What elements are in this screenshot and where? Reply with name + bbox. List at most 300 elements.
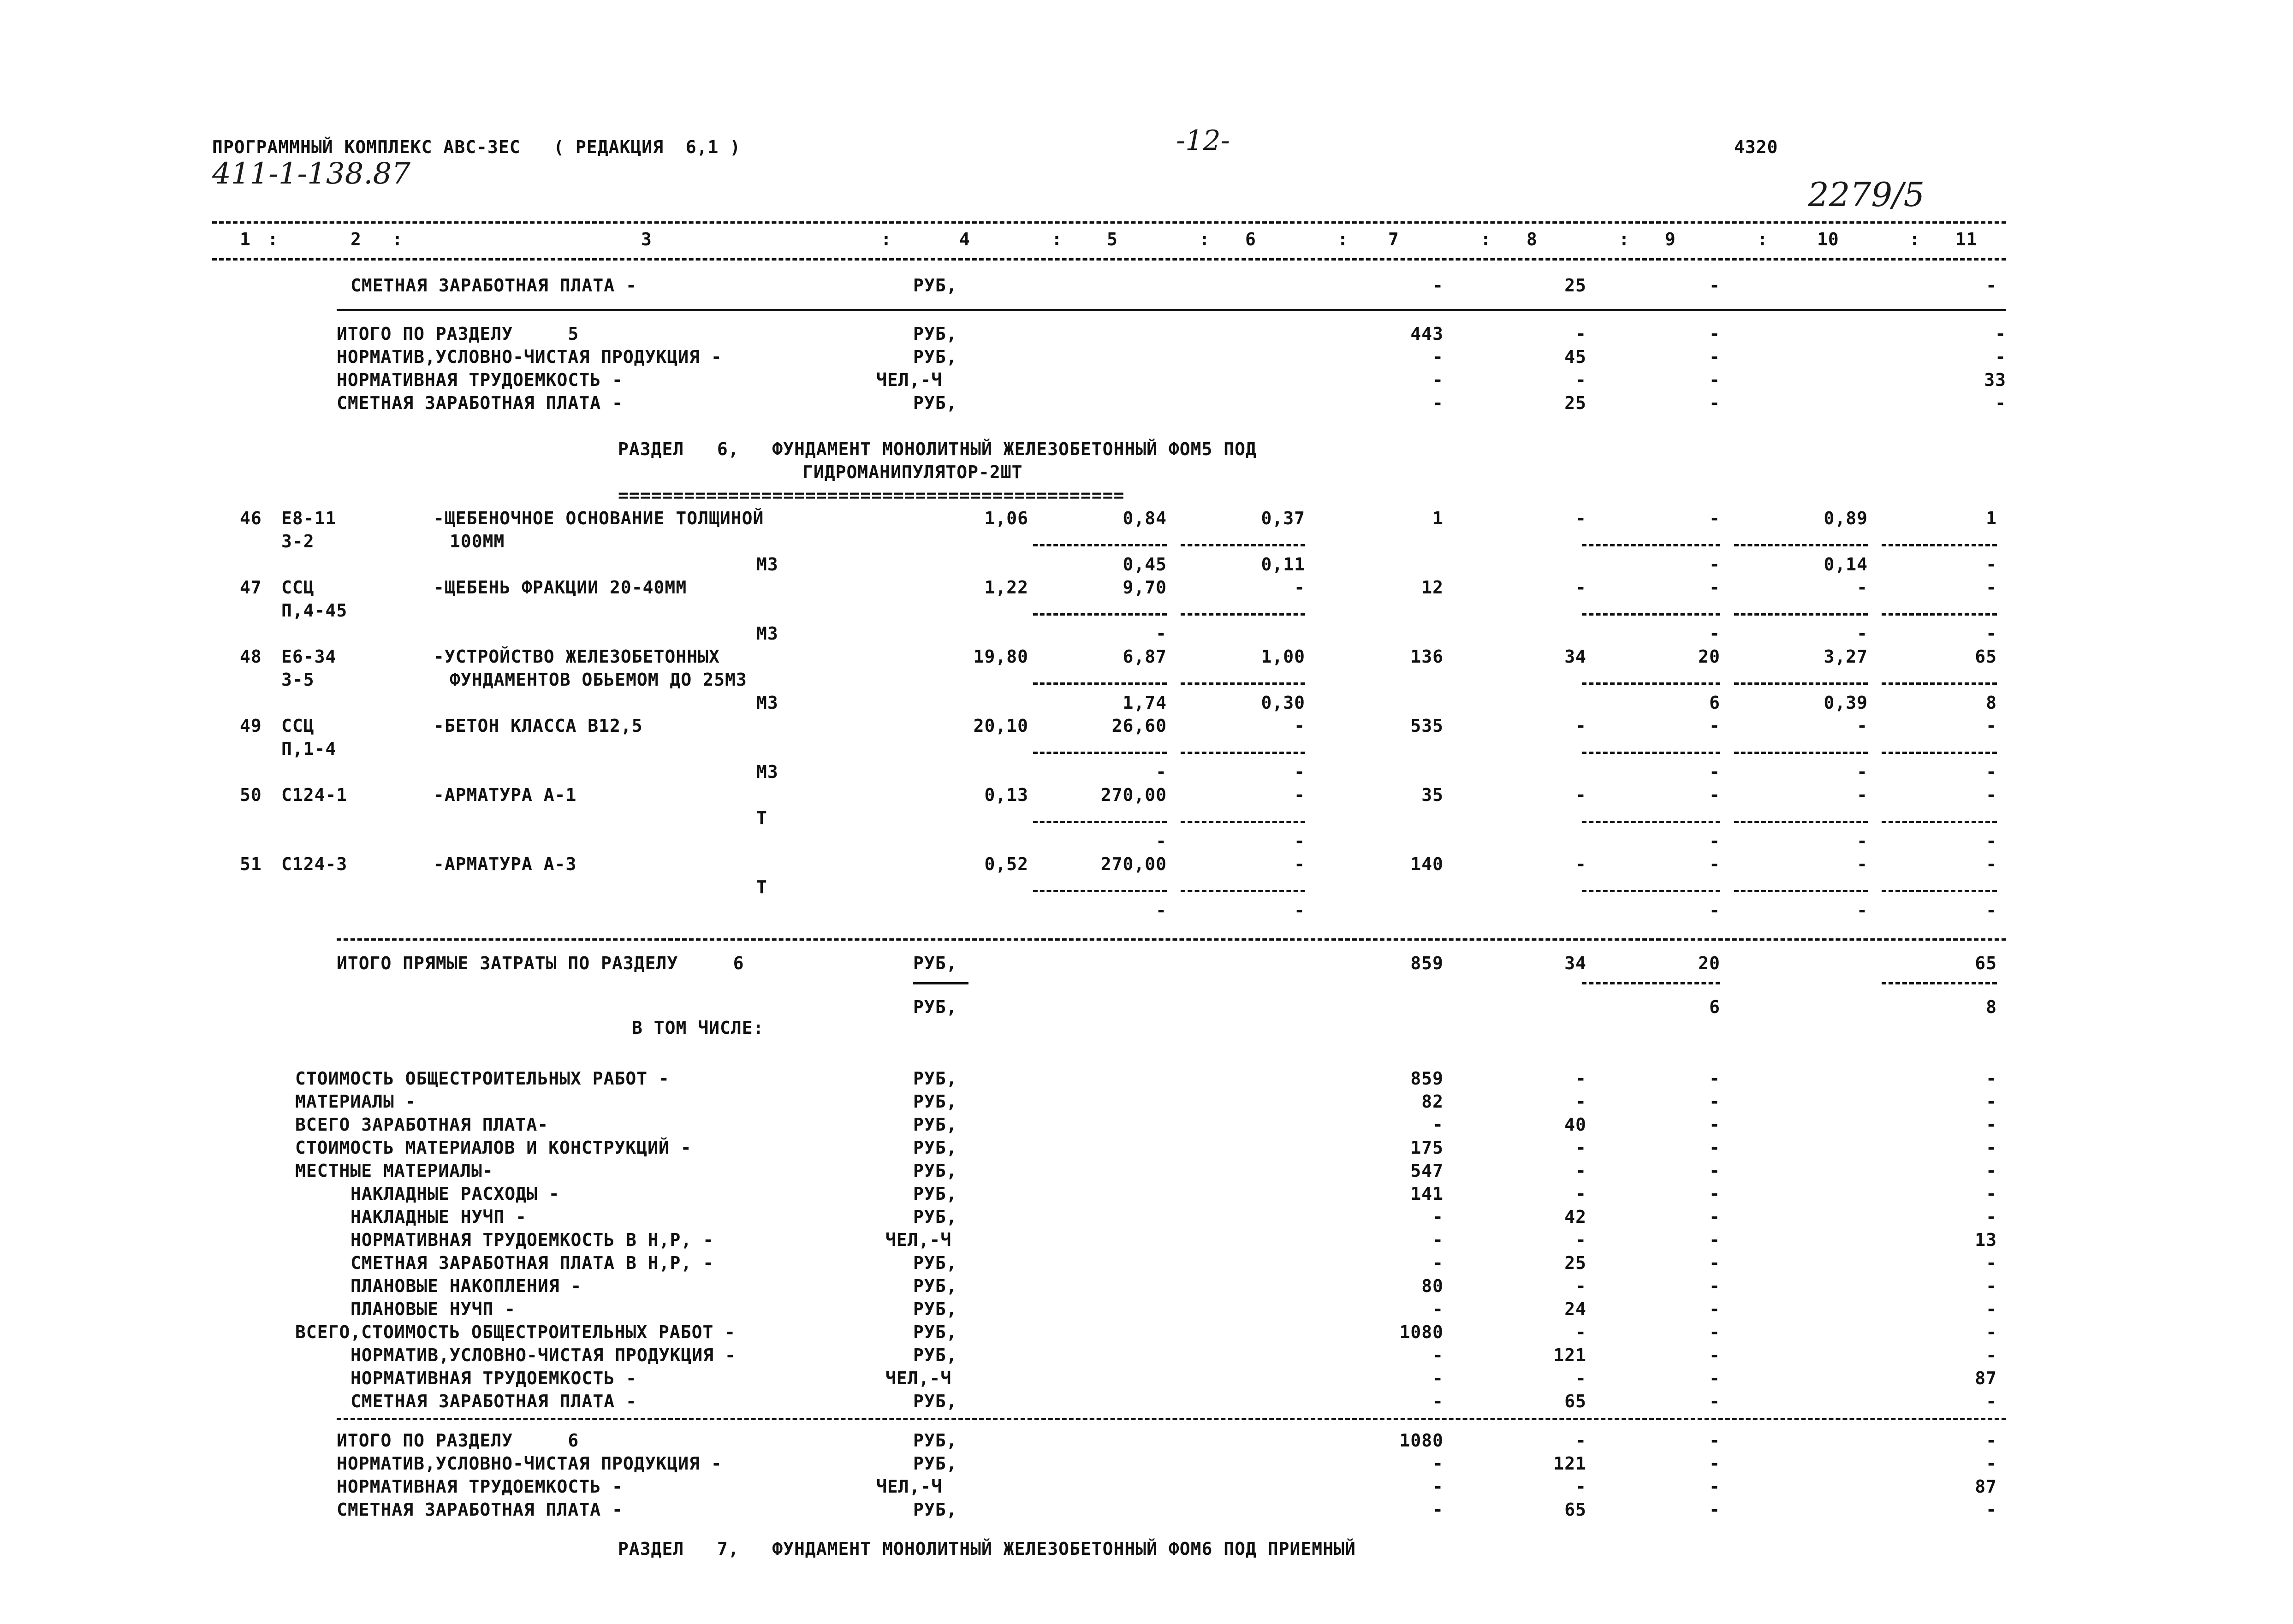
cell-c9: - — [1709, 1476, 1720, 1497]
item-code-sub: П,4-45 — [281, 600, 348, 621]
section-underline: ============================================== — [618, 485, 1125, 505]
item-unit: М3 — [756, 554, 778, 575]
program-header: ПРОГРАММНЫЙ КОМПЛЕКС АВС-3ЕС ( РЕДАКЦИЯ 6,1 ) — [212, 137, 741, 157]
document-number: 4320 — [1734, 137, 1778, 157]
cell-c11: 65 — [1975, 953, 1997, 973]
cell-c5-sub: - — [1156, 762, 1167, 782]
item-number: 51 — [240, 854, 262, 874]
column-separator: : — [1757, 229, 1768, 249]
cell-c10: 0,89 — [1824, 508, 1868, 528]
section-title: РАЗДЕЛ 7, ФУНДАМЕНТ МОНОЛИТНЫЙ ЖЕЛЕЗОБЕТОННЫЙ ФОМ6 ПОД ПРИЕМНЫЙ — [618, 1539, 1356, 1559]
column-separator: : — [881, 229, 892, 249]
cell-c11: - — [1986, 785, 1997, 805]
cell-c7: - — [1432, 370, 1444, 390]
cell-c8: - — [1575, 1161, 1586, 1181]
cell-underline — [1734, 890, 1868, 892]
breakdown-label: ПЛАНОВЫЕ НУЧП - — [350, 1299, 516, 1319]
cell-c11-sub: - — [1986, 623, 1997, 644]
cell-c7: - — [1432, 1345, 1444, 1365]
cell-c9: - — [1709, 1430, 1720, 1451]
cell-c7: 141 — [1410, 1184, 1444, 1204]
cell-c10: - — [1857, 785, 1868, 805]
item-unit: М3 — [756, 623, 778, 644]
breakdown-unit: РУБ, — [913, 1138, 957, 1158]
cell-c9: - — [1709, 1114, 1720, 1135]
cell-c11: - — [1986, 1253, 1997, 1273]
cell-c6: - — [1294, 785, 1305, 805]
cell-c10: - — [1857, 716, 1868, 736]
cell-c11: - — [1986, 1430, 1997, 1451]
cell-c9: - — [1709, 1230, 1720, 1250]
cell-c9: - — [1709, 1391, 1720, 1411]
cell-c8: - — [1575, 1276, 1586, 1296]
breakdown-label: НОРМАТИВ,УСЛОВНО-ЧИСТАЯ ПРОДУКЦИЯ - — [350, 1345, 736, 1365]
cell-c9: - — [1709, 1345, 1720, 1365]
summary-label: НОРМАТИВ,УСЛОВНО-ЧИСТАЯ ПРОДУКЦИЯ - — [337, 1453, 722, 1474]
cell-c9: - — [1709, 370, 1720, 390]
page-number: -12- — [1176, 124, 1230, 157]
cell-c8: - — [1575, 1091, 1586, 1112]
cell-underline — [1181, 613, 1305, 616]
breakdown-label: НОРМАТИВНАЯ ТРУДОЕМКОСТЬ - — [350, 1368, 637, 1388]
breakdown-unit: РУБ, — [913, 1207, 957, 1227]
column-header-1: 1 — [240, 229, 251, 249]
column-header-9: 9 — [1665, 229, 1676, 249]
cell-underline — [1734, 682, 1868, 685]
cell-c9: - — [1709, 1091, 1720, 1112]
cell-c11: - — [1986, 1114, 1997, 1135]
cell-c11: - — [1986, 1322, 1997, 1342]
cell-c9-sub: - — [1709, 554, 1720, 575]
cell-c8: 34 — [1564, 953, 1586, 973]
cell-c7: - — [1432, 1253, 1444, 1273]
handwritten-sheet-number: 2279/5 — [1808, 175, 1925, 214]
cell-c5-sub: 1,74 — [1123, 693, 1167, 713]
cell-c9: - — [1709, 1253, 1720, 1273]
column-separator: : — [1199, 229, 1210, 249]
cell-c8: - — [1575, 1184, 1586, 1204]
cell-c7: 1080 — [1399, 1322, 1444, 1342]
cell-c9: - — [1709, 347, 1720, 367]
cell-c9: - — [1709, 716, 1720, 736]
item-unit: Т — [756, 808, 767, 828]
cell-c7: 859 — [1410, 953, 1444, 973]
cell-c9: - — [1709, 1368, 1720, 1388]
cell-c5: 9,70 — [1123, 577, 1167, 598]
cell-underline — [1181, 682, 1305, 685]
cell-c9: - — [1709, 785, 1720, 805]
cell-c8: 24 — [1564, 1299, 1586, 1319]
cell-c11: - — [1986, 1207, 1997, 1227]
cell-c11: - — [1986, 275, 1997, 296]
cell-c11: 33 — [1984, 370, 2006, 390]
item-name-cont: 100ММ — [450, 531, 505, 551]
cell-c9-sub: - — [1709, 831, 1720, 851]
cell-c9: - — [1709, 577, 1720, 598]
cell-underline — [1882, 613, 1997, 616]
cell-c5: 270,00 — [1100, 854, 1167, 874]
cell-c10: 3,27 — [1824, 646, 1868, 667]
summary-unit: ЧЕЛ,-Ч — [876, 370, 943, 390]
cell-c4: 1,22 — [984, 577, 1028, 598]
cell-c10-sub: - — [1857, 762, 1868, 782]
item-number: 46 — [240, 508, 262, 528]
cell-c11: - — [1986, 716, 1997, 736]
cell-c6-sub: - — [1294, 831, 1305, 851]
cell-c7: - — [1432, 1500, 1444, 1520]
item-code: ССЦ — [281, 577, 315, 598]
item-code-sub: 3-2 — [281, 531, 315, 551]
column-separator: : — [1480, 229, 1491, 249]
cell-c5: 0,84 — [1123, 508, 1167, 528]
cell-c9: - — [1709, 1068, 1720, 1089]
breakdown-unit: ЧЕЛ,-Ч — [885, 1368, 952, 1388]
column-separator: : — [1909, 229, 1920, 249]
column-separator: : — [392, 229, 403, 249]
cell-c10-sub: - — [1857, 831, 1868, 851]
cell-c11: - — [1995, 324, 2006, 344]
summary-label: НОРМАТИВ,УСЛОВНО-ЧИСТАЯ ПРОДУКЦИЯ - — [337, 347, 722, 367]
cell-c7: - — [1432, 1230, 1444, 1250]
cell-underline — [1582, 752, 1720, 754]
cell-underline — [1181, 752, 1305, 754]
cell-c8: - — [1575, 1230, 1586, 1250]
cell-c10: - — [1857, 577, 1868, 598]
cell-c5: 6,87 — [1123, 646, 1167, 667]
cell-c4: 20,10 — [973, 716, 1028, 736]
cell-c5-sub: - — [1156, 900, 1167, 920]
cell-underline — [1882, 752, 1997, 754]
column-header-7: 7 — [1388, 229, 1399, 249]
item-unit: Т — [756, 877, 767, 897]
item-name: -ЩЕБЕНЬ ФРАКЦИИ 20-40ММ — [434, 577, 687, 598]
cell-c8: - — [1575, 716, 1586, 736]
cell-c8: 25 — [1564, 1253, 1586, 1273]
cell-c8: - — [1575, 1322, 1586, 1342]
summary-unit: РУБ, — [913, 1453, 957, 1474]
cell-underline — [1181, 544, 1305, 546]
breakdown-unit: РУБ, — [913, 1091, 957, 1112]
item-code: Е6-34 — [281, 646, 337, 667]
cell-underline — [1181, 821, 1305, 823]
cell-c11: 87 — [1975, 1368, 1997, 1388]
cell-underline — [1033, 821, 1167, 823]
cell-c10-sub: 0,14 — [1824, 554, 1868, 575]
cell-c10-sub: 0,39 — [1824, 693, 1868, 713]
breakdown-unit: РУБ, — [913, 1184, 957, 1204]
column-header-11: 11 — [1955, 229, 1978, 249]
cell-c11-sub: 8 — [1986, 693, 1997, 713]
cell-c11: - — [1986, 1138, 1997, 1158]
cell-c11: - — [1995, 393, 2006, 413]
cell-c7: 35 — [1421, 785, 1444, 805]
cell-c11-sub: 8 — [1986, 997, 1997, 1017]
breakdown-label: ВСЕГО ЗАРАБОТНАЯ ПЛАТА- — [295, 1114, 549, 1135]
rule-line — [1582, 982, 1720, 984]
cell-c11: - — [1986, 577, 1997, 598]
cell-c5: 270,00 — [1100, 785, 1167, 805]
header-top-rule — [212, 221, 2006, 224]
header-bottom-rule — [212, 258, 2006, 261]
cell-underline — [1734, 752, 1868, 754]
item-number: 47 — [240, 577, 262, 598]
column-header-6: 6 — [1245, 229, 1256, 249]
cell-c8: 25 — [1564, 275, 1586, 296]
cell-c9: - — [1709, 1500, 1720, 1520]
item-unit: М3 — [756, 693, 778, 713]
breakdown-unit: РУБ, — [913, 1345, 957, 1365]
summary-label: СМЕТНАЯ ЗАРАБОТНАЯ ПЛАТА - — [337, 393, 623, 413]
breakdown-unit: ЧЕЛ,-Ч — [885, 1230, 952, 1250]
cell-c11: - — [1986, 1068, 1997, 1089]
cell-c9: - — [1709, 1161, 1720, 1181]
breakdown-unit: РУБ, — [913, 1068, 957, 1089]
cell-underline — [1033, 544, 1167, 546]
cell-c8: - — [1575, 785, 1586, 805]
breakdown-label: НАКЛАДНЫЕ РАСХОДЫ - — [350, 1184, 560, 1204]
rule-line — [337, 938, 2006, 941]
cell-c7: 1080 — [1399, 1430, 1444, 1451]
item-name: -АРМАТУРА А-1 — [434, 785, 577, 805]
cell-c9: - — [1709, 1453, 1720, 1474]
cell-underline — [1033, 613, 1167, 616]
cell-c9: 20 — [1698, 953, 1720, 973]
summary-label: НОРМАТИВНАЯ ТРУДОЕМКОСТЬ - — [337, 1476, 623, 1497]
cell-c6-sub: - — [1294, 900, 1305, 920]
cell-underline — [1882, 821, 1997, 823]
cell-c8: - — [1575, 324, 1586, 344]
item-code: ССЦ — [281, 716, 315, 736]
cell-c11: - — [1986, 1345, 1997, 1365]
cell-underline — [1582, 613, 1720, 616]
cell-c7: 140 — [1410, 854, 1444, 874]
cell-c9: - — [1709, 1184, 1720, 1204]
item-name: -АРМАТУРА А-3 — [434, 854, 577, 874]
cell-c9: - — [1709, 275, 1720, 296]
cell-c9: - — [1709, 1138, 1720, 1158]
column-header-5: 5 — [1107, 229, 1118, 249]
cell-underline — [1734, 544, 1868, 546]
column-header-2: 2 — [350, 229, 362, 249]
breakdown-unit: РУБ, — [913, 1114, 957, 1135]
cell-c4: 0,52 — [984, 854, 1028, 874]
summary-unit: РУБ, — [913, 393, 957, 413]
column-separator: : — [1619, 229, 1630, 249]
breakdown-unit: РУБ, — [913, 1391, 957, 1411]
cell-c6-sub: 0,30 — [1261, 693, 1305, 713]
section-title: ГИДРОМАНИПУЛЯТОР-2ШТ — [802, 462, 1023, 482]
item-code: С124-1 — [281, 785, 348, 805]
cell-c9: - — [1709, 393, 1720, 413]
cell-c9: - — [1709, 1276, 1720, 1296]
item-name: -БЕТОН КЛАССА В12,5 — [434, 716, 643, 736]
cell-c7: - — [1432, 347, 1444, 367]
cell-c11-sub: - — [1986, 762, 1997, 782]
summary-label: ИТОГО ПО РАЗДЕЛУ 5 — [337, 324, 579, 344]
cell-underline — [1734, 613, 1868, 616]
item-name-cont: ФУНДАМЕНТОВ ОБЬЕМОМ ДО 25М3 — [450, 670, 747, 690]
column-separator: : — [1051, 229, 1063, 249]
cell-c10-sub: - — [1857, 900, 1868, 920]
cell-c4: 1,06 — [984, 508, 1028, 528]
cell-c9: - — [1709, 324, 1720, 344]
cell-c8: - — [1575, 1068, 1586, 1089]
cell-c7: 82 — [1421, 1091, 1444, 1112]
cell-c7: - — [1432, 1453, 1444, 1474]
breakdown-label: НАКЛАДНЫЕ НУЧП - — [350, 1207, 527, 1227]
rule-line — [337, 309, 2006, 311]
cell-underline — [1882, 682, 1997, 685]
cell-c11-sub: - — [1986, 831, 1997, 851]
cell-c5-sub: - — [1156, 831, 1167, 851]
cell-c7: - — [1432, 1207, 1444, 1227]
cell-underline — [1582, 682, 1720, 685]
cell-c8: - — [1575, 370, 1586, 390]
cell-underline — [1582, 544, 1720, 546]
cell-c6: - — [1294, 577, 1305, 598]
cell-c5-sub: - — [1156, 623, 1167, 644]
cell-c7: - — [1432, 1476, 1444, 1497]
cell-c11: - — [1986, 1276, 1997, 1296]
cell-c7: - — [1432, 1114, 1444, 1135]
cell-underline — [1882, 544, 1997, 546]
cell-underline — [1734, 821, 1868, 823]
cell-c6: 0,37 — [1261, 508, 1305, 528]
cell-c7: - — [1432, 1368, 1444, 1388]
cell-c7: 443 — [1410, 324, 1444, 344]
cell-c11: - — [1986, 1453, 1997, 1474]
cell-c11: - — [1986, 1500, 1997, 1520]
cell-c9-sub: - — [1709, 762, 1720, 782]
summary-unit: РУБ, — [913, 1430, 957, 1451]
summary-label: ИТОГО ПО РАЗДЕЛУ 6 — [337, 1430, 579, 1451]
cell-c6: - — [1294, 716, 1305, 736]
column-header-8: 8 — [1527, 229, 1538, 249]
cell-underline — [1033, 682, 1167, 685]
section-title: РАЗДЕЛ 6, ФУНДАМЕНТ МОНОЛИТНЫЙ ЖЕЛЕЗОБЕТОННЫЙ ФОМ5 ПОД — [618, 439, 1257, 459]
cell-underline — [1882, 890, 1997, 892]
cell-c7: - — [1432, 1391, 1444, 1411]
item-unit: М3 — [756, 762, 778, 782]
cell-c8: - — [1575, 1138, 1586, 1158]
cell-c11: 87 — [1975, 1476, 1997, 1497]
breakdown-unit: РУБ, — [913, 1276, 957, 1296]
cell-underline — [1582, 890, 1720, 892]
cell-c8: 42 — [1564, 1207, 1586, 1227]
summary-label: СМЕТНАЯ ЗАРАБОТНАЯ ПЛАТА - — [337, 1500, 623, 1520]
cell-c7: 80 — [1421, 1276, 1444, 1296]
cell-c4: 0,13 — [984, 785, 1028, 805]
row-label: СМЕТНАЯ ЗАРАБОТНАЯ ПЛАТА - — [350, 275, 637, 296]
cell-c11: - — [1986, 854, 1997, 874]
cell-c9-sub: - — [1709, 623, 1720, 644]
cell-c7: 547 — [1410, 1161, 1444, 1181]
cell-c8: - — [1575, 1430, 1586, 1451]
item-number: 48 — [240, 646, 262, 667]
cell-c9: - — [1709, 1207, 1720, 1227]
direct-costs-unit: РУБ, — [913, 997, 957, 1017]
cell-c6-sub: 0,11 — [1261, 554, 1305, 575]
cell-c9: - — [1709, 854, 1720, 874]
cell-c8: - — [1575, 854, 1586, 874]
cell-underline — [1582, 821, 1720, 823]
cell-c7: - — [1432, 275, 1444, 296]
cell-c11-sub: - — [1986, 900, 1997, 920]
breakdown-label: СТОИМОСТЬ ОБЩЕСТРОИТЕЛЬНЫХ РАБОТ - — [295, 1068, 670, 1089]
cell-c9: 20 — [1698, 646, 1720, 667]
cell-c6: 1,00 — [1261, 646, 1305, 667]
cell-c11-sub: - — [1986, 554, 1997, 575]
item-code: С124-3 — [281, 854, 348, 874]
including-label: В ТОМ ЧИСЛЕ: — [632, 1018, 764, 1038]
item-name: -УСТРОЙСТВО ЖЕЛЕЗОБЕТОННЫХ — [434, 646, 720, 667]
row-unit: РУБ, — [913, 275, 957, 296]
cell-c11: 1 — [1986, 508, 1997, 528]
cell-c9: - — [1709, 1322, 1720, 1342]
summary-unit: РУБ, — [913, 347, 957, 367]
cell-c7: 136 — [1410, 646, 1444, 667]
rule-line — [913, 982, 968, 984]
cell-c11: - — [1986, 1299, 1997, 1319]
cell-underline — [1181, 890, 1305, 892]
breakdown-label: ВСЕГО,СТОИМОСТЬ ОБЩЕСТРОИТЕЛЬНЫХ РАБОТ - — [295, 1322, 736, 1342]
cell-c4: 19,80 — [973, 646, 1028, 667]
breakdown-unit: РУБ, — [913, 1253, 957, 1273]
cell-c5-sub: 0,45 — [1123, 554, 1167, 575]
cell-c7: 859 — [1410, 1068, 1444, 1089]
cell-c7: 175 — [1410, 1138, 1444, 1158]
cell-c8: - — [1575, 1476, 1586, 1497]
direct-costs-unit: РУБ, — [913, 953, 957, 973]
cell-c11: - — [1986, 1184, 1997, 1204]
breakdown-unit: РУБ, — [913, 1161, 957, 1181]
breakdown-unit: РУБ, — [913, 1322, 957, 1342]
cell-c8: - — [1575, 508, 1586, 528]
handwritten-project-code: 411-1-138.87 — [212, 157, 411, 191]
summary-unit: РУБ, — [913, 1500, 957, 1520]
cell-c9-sub: - — [1709, 900, 1720, 920]
cell-c11: - — [1986, 1091, 1997, 1112]
column-separator: : — [267, 229, 279, 249]
column-header-3: 3 — [641, 229, 652, 249]
item-number: 50 — [240, 785, 262, 805]
breakdown-label: СМЕТНАЯ ЗАРАБОТНАЯ ПЛАТА В Н,Р, - — [350, 1253, 714, 1273]
rule-line — [1882, 982, 1997, 984]
breakdown-label: МАТЕРИАЛЫ - — [295, 1091, 416, 1112]
breakdown-label: НОРМАТИВНАЯ ТРУДОЕМКОСТЬ В Н,Р, - — [350, 1230, 714, 1250]
cell-c7: - — [1432, 393, 1444, 413]
breakdown-label: ПЛАНОВЫЕ НАКОПЛЕНИЯ - — [350, 1276, 582, 1296]
cell-c9-sub: 6 — [1709, 693, 1720, 713]
cell-c7: 535 — [1410, 716, 1444, 736]
item-code-sub: 3-5 — [281, 670, 315, 690]
cell-underline — [1033, 890, 1167, 892]
cell-c6: - — [1294, 854, 1305, 874]
cell-c8: 40 — [1564, 1114, 1586, 1135]
cell-c7: 1 — [1432, 508, 1444, 528]
breakdown-label: СТОИМОСТЬ МАТЕРИАЛОВ И КОНСТРУКЦИЙ - — [295, 1138, 692, 1158]
cell-underline — [1033, 752, 1167, 754]
cell-c5: 26,60 — [1111, 716, 1167, 736]
cell-c8: 121 — [1553, 1453, 1586, 1474]
item-name: -ЩЕБЕНОЧНОЕ ОСНОВАНИЕ ТОЛЩИНОЙ — [434, 508, 764, 528]
rule-line — [337, 1418, 2006, 1420]
cell-c11: - — [1995, 347, 2006, 367]
cell-c6-sub: - — [1294, 762, 1305, 782]
summary-label: НОРМАТИВНАЯ ТРУДОЕМКОСТЬ - — [337, 370, 623, 390]
cell-c11: - — [1986, 1161, 1997, 1181]
cell-c8: 65 — [1564, 1500, 1586, 1520]
